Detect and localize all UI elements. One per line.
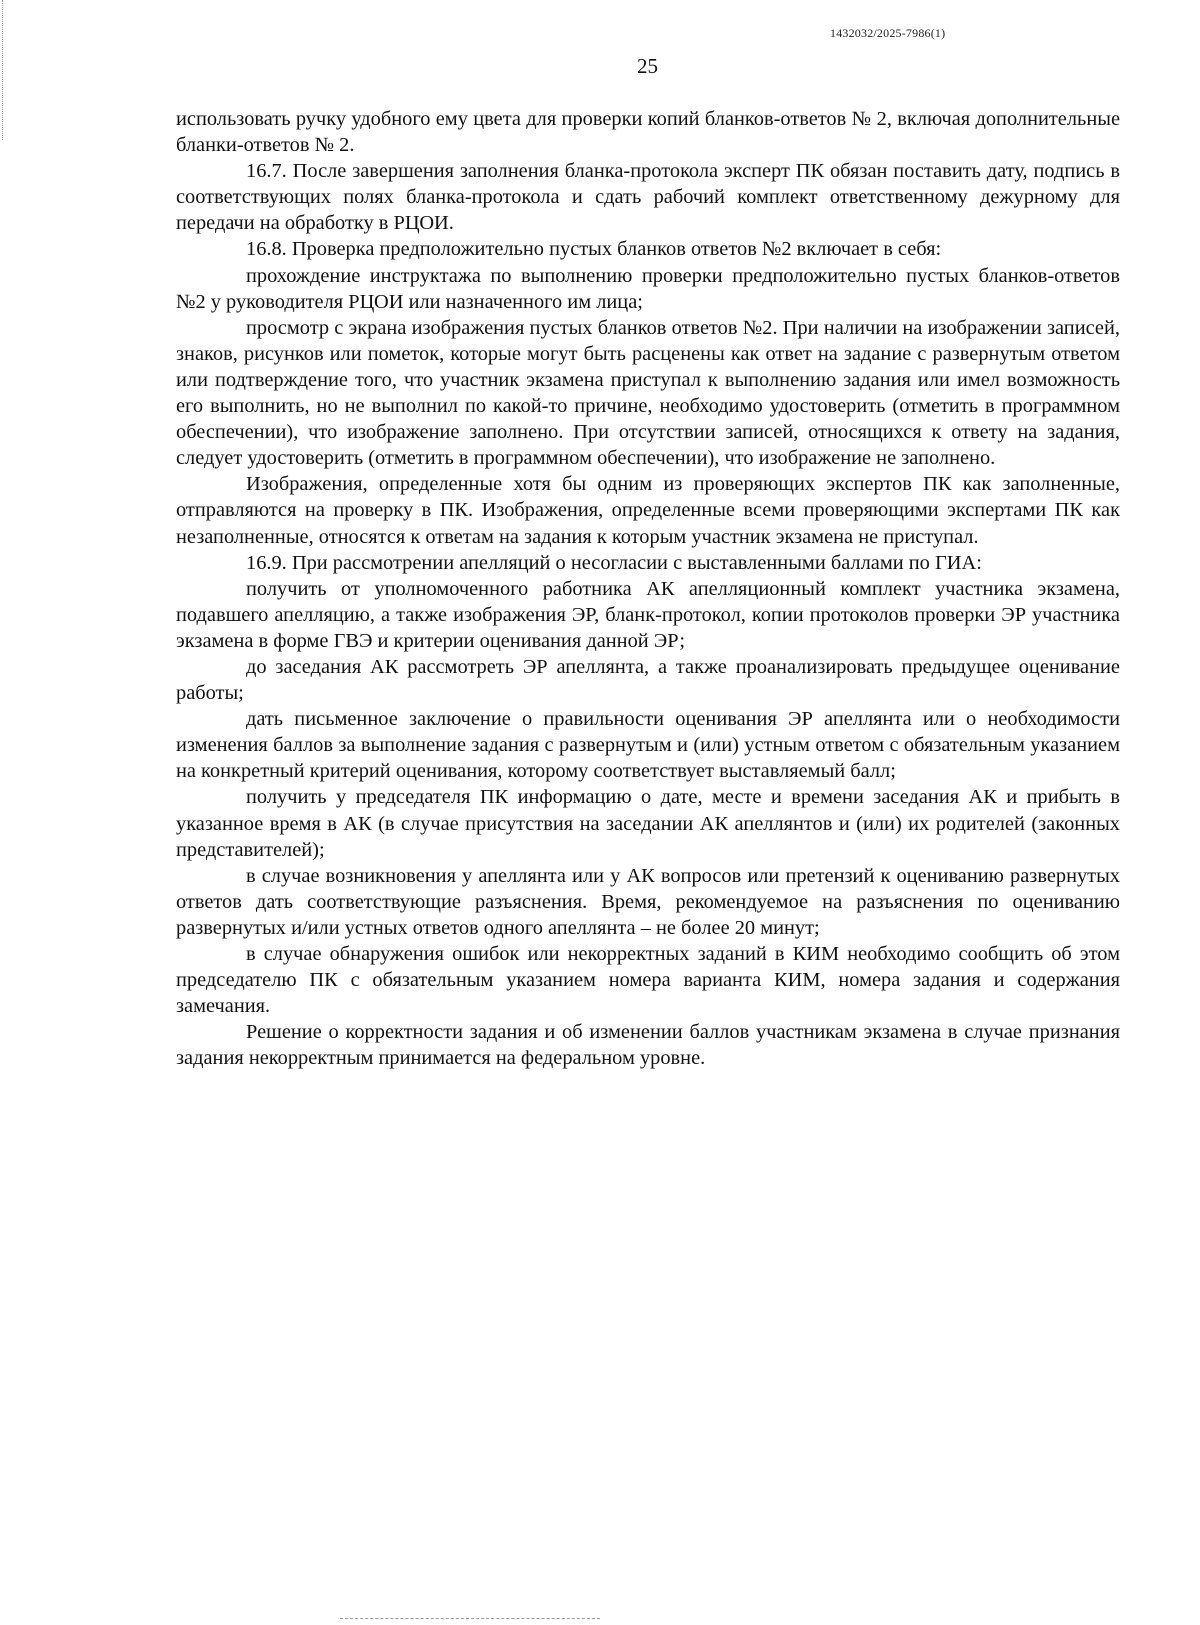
paragraph: просмотр с экрана изображения пустых бланков ответов №2. При наличии на изображении записей, знаков, рисунков или пометок, которые могут быть расценены как ответ на задание с развернутым ответом или подтверждение того, что участник экзамена приступал к выполнению задания или имел возможность его выполнить, но не выполнил по какой-то причине, необходимо удостоверить (отметить в программном обеспечении), что изображение заполнено. При отсутствии записей, относящихся к ответу на задания, следует удостоверить (отметить в программном обеспечении), что изображение не заполнено. <box>176 316 1120 470</box>
paragraph: использовать ручку удобного ему цвета для проверки копий бланков-ответов № 2, включая дополнительные бланки-ответов № 2. <box>176 108 1120 157</box>
page-number: 25 <box>637 54 658 78</box>
document-body <box>176 106 1120 1071</box>
paragraph: до заседания АК рассмотреть ЭР апеллянта, а также проанализировать предыдущее оценивание работы; <box>176 655 1120 705</box>
paragraph: получить у председателя ПК информацию о дате, месте и времени заседания АК и прибыть в указанное время в АК (в случае присутствия на заседании АК апеллянтов и (или) их родителей (законных представителей); <box>176 786 1120 861</box>
paragraph: 16.9. При рассмотрении апелляций о несогласии с выставленными баллами по ГИА: <box>246 551 982 574</box>
paragraph: Изображения, определенные хотя бы одним из проверяющих экспертов ПК как заполненные, отправляются на проверку в ПК. Изображения, определенные всеми проверяющими экспертами ПК как незаполненные, относятся к ответам на задания к которым участник экзамена не приступал. <box>176 473 1120 548</box>
paragraph: получить от уполномоченного работника АК апелляционный комплект участника экзамена, подавшего апелляцию, а также изображения ЭР, бланк-протокол, копии протоколов проверки ЭР участника экзамена в форме ГВЭ и критерии оценивания данной ЭР; <box>176 577 1120 652</box>
paragraph: 16.7. После завершения заполнения бланка-протокола эксперт ПК обязан поставить дату, подпись в соответствующих полях бланка-протокола и сдать рабочий комплект ответственному дежурному для передачи на обработку в РЦОИ. <box>176 160 1120 235</box>
paragraph: дать письменное заключение о правильности оценивания ЭР апеллянта или о необходимости изменения баллов за выполнение задания с развернутым и (или) устным ответом с обязательным указанием на конкретный критерий оценивания, которому соответствует выставляемый балл; <box>176 708 1120 783</box>
registration-number: 1432032/2025-7986(1) <box>830 26 946 40</box>
paragraph: 16.8. Проверка предположительно пустых бланков ответов №2 включает в себя: <box>246 238 942 261</box>
paragraph: Решение о корректности задания и об изменении баллов участникам экзамена в случае признания задания некорректным принимается на федеральном уровне. <box>176 1021 1120 1070</box>
paragraph: в случае возникновения у апеллянта или у АК вопросов или претензий к оцениванию развернутых ответов дать соответствующие разъяснения. Время, рекомендуемое на разъяснения по оцениванию развернутых и/или устных ответов одного апеллянта – не более 20 минут; <box>176 864 1120 939</box>
paragraph: прохождение инструктажа по выполнению проверки предположительно пустых бланков-ответов №2 у руководителя РЦОИ или назначенного им лица; <box>176 264 1120 313</box>
scan-bottom-edge <box>340 1618 600 1619</box>
paragraph: в случае обнаружения ошибок или некорректных заданий в КИМ необходимо сообщить об этом председателю ПК с обязательным указанием номера варианта КИМ, номера задания и содержания замечания. <box>176 943 1120 1018</box>
